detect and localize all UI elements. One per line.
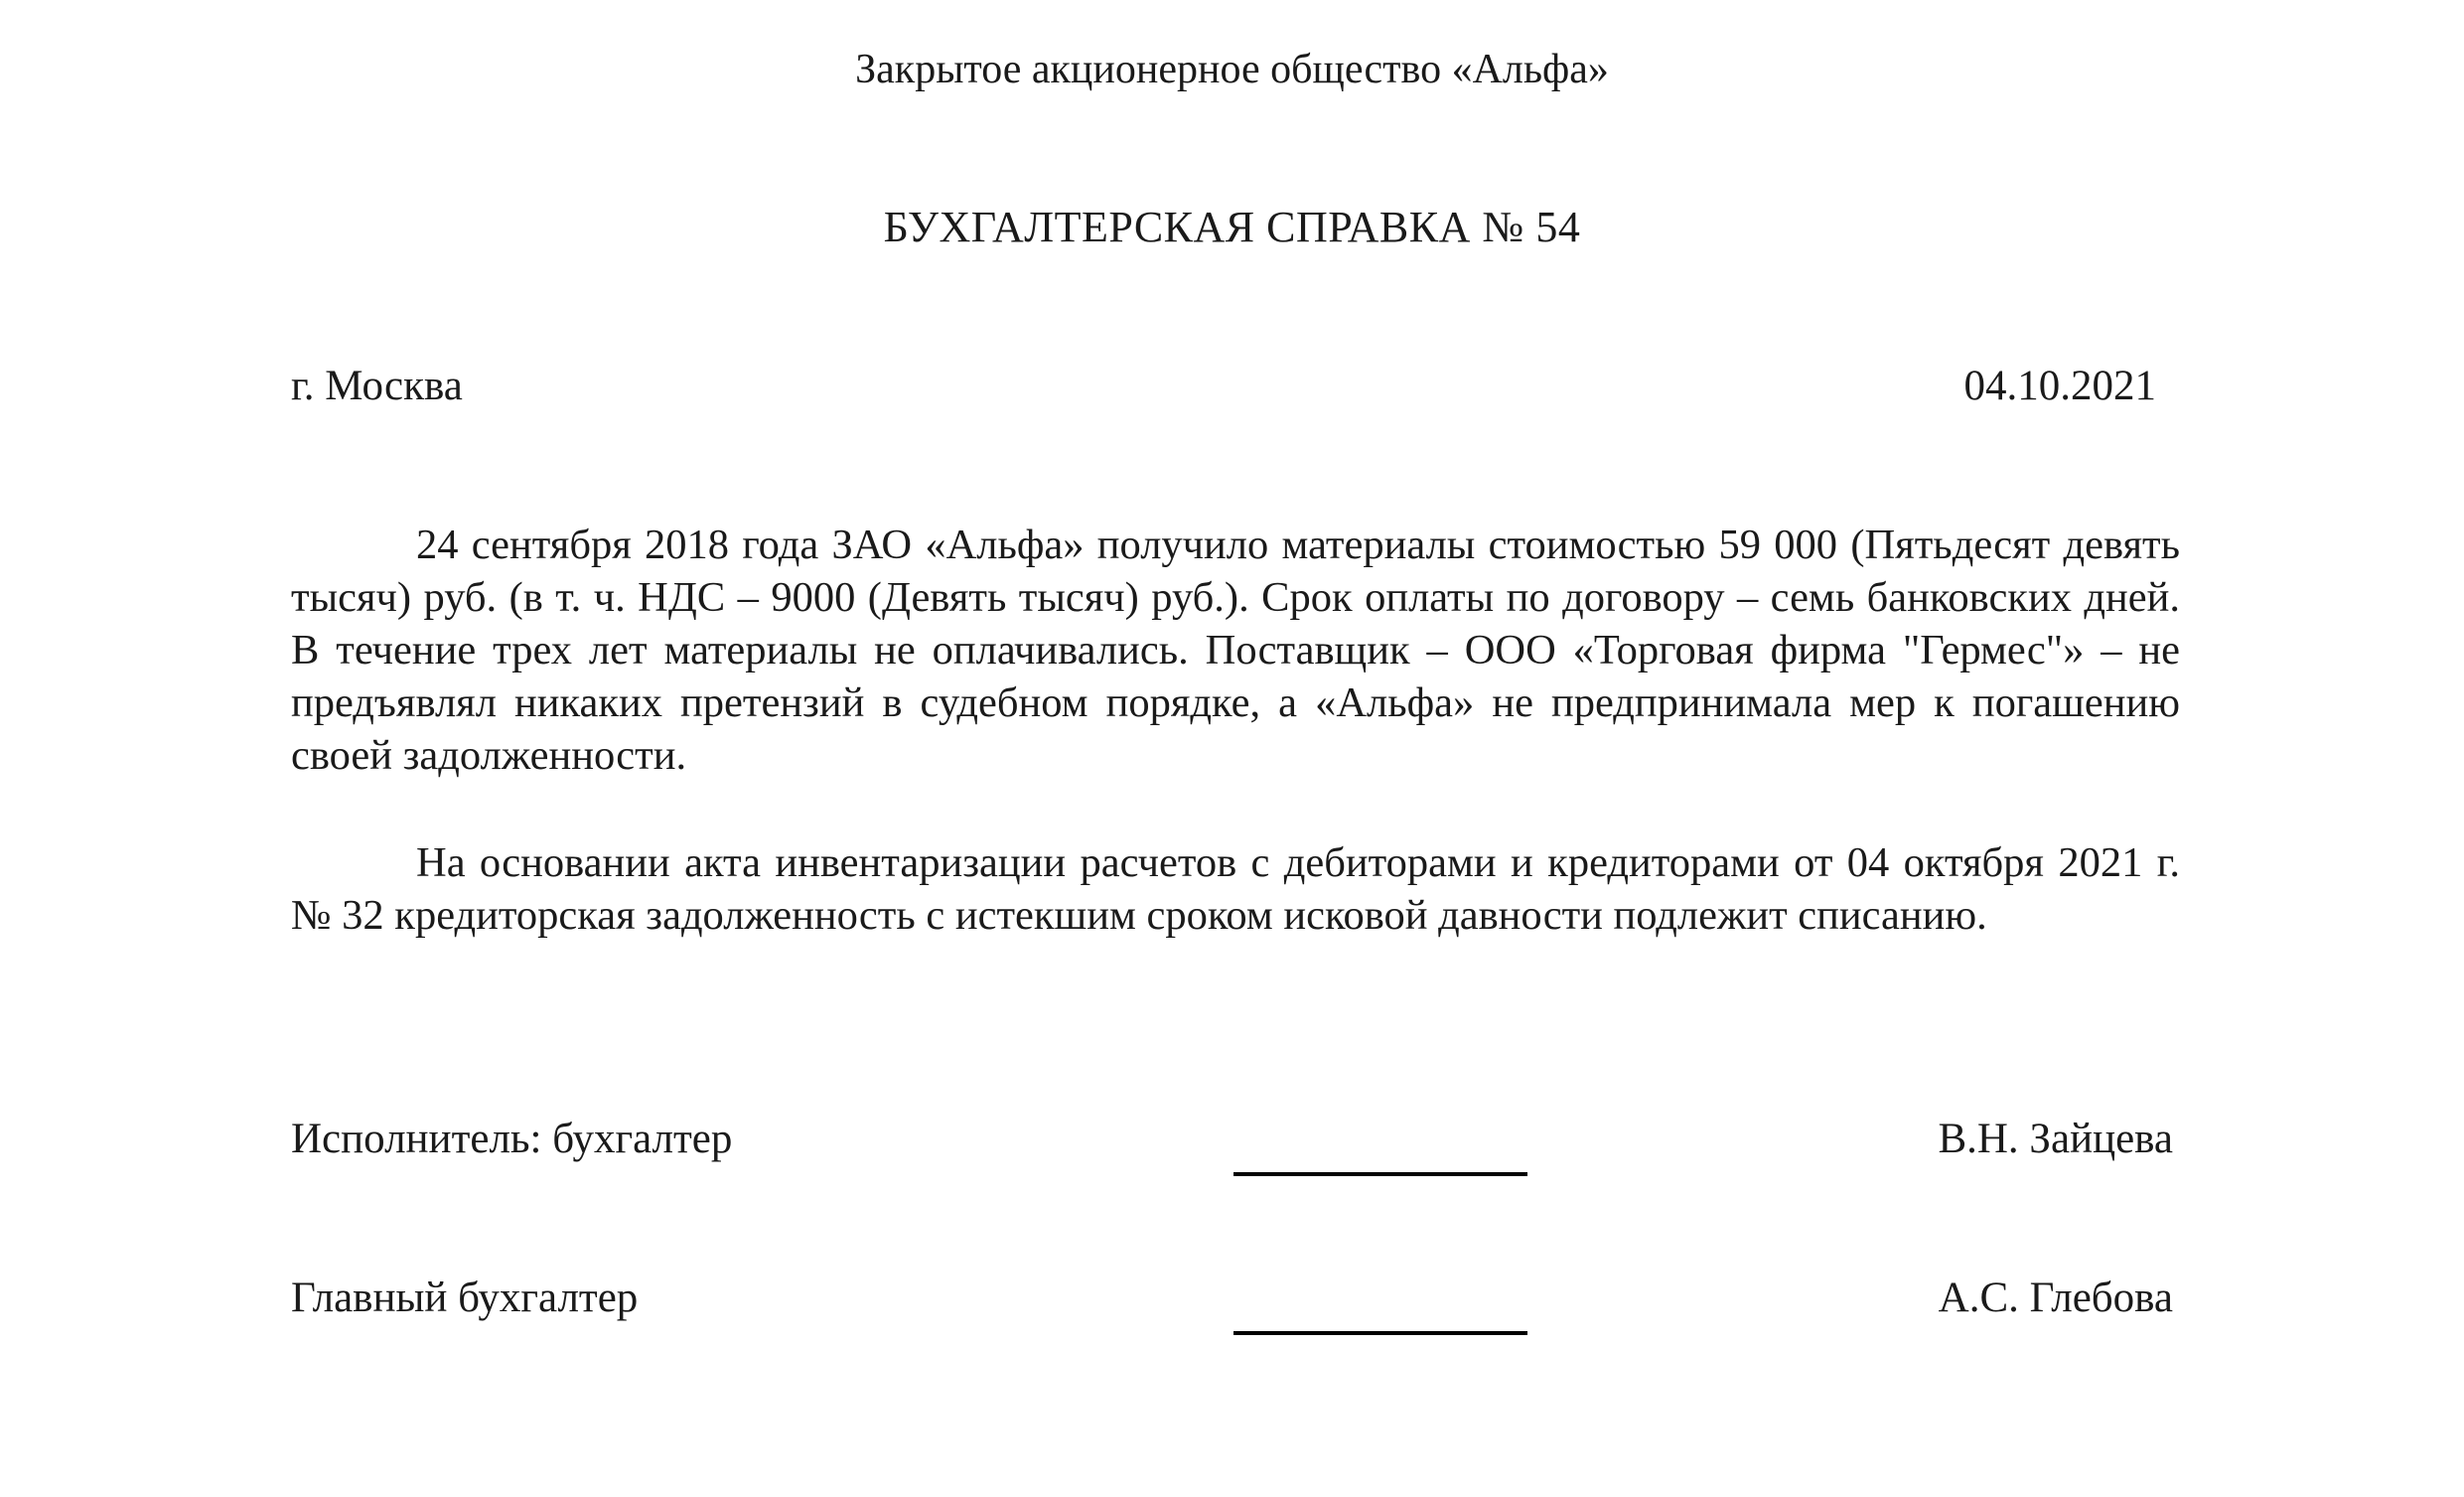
signature-role-chief-accountant: Главный бухгалтер xyxy=(291,1274,639,1321)
document-title: БУХГАЛТЕРСКАЯ СПРАВКА № 54 xyxy=(883,203,1581,251)
document-place: г. Москва xyxy=(291,363,463,409)
signature-line-chief-accountant xyxy=(1233,1331,1527,1335)
body-paragraph-2: На основании акта инвентаризации расчетов с дебиторами и кредиторами от 04 октября 2021 г. № 32 кредиторская задолженность с истекшим сроком исковой давности подлежит списанию. xyxy=(291,839,2180,939)
signature-line-executor xyxy=(1233,1172,1527,1176)
signature-name-executor: В.Н. Зайцева xyxy=(1938,1116,2173,1162)
signature-role-executor: Исполнитель: бухгалтер xyxy=(291,1116,733,1162)
organization-name: Закрытое акционерное общество «Альфа» xyxy=(855,47,1609,92)
body-paragraph-1: 24 сентября 2018 года ЗАО «Альфа» получило материалы стоимостью 59 000 (Пятьдесят девять тысяч) руб. (в т. ч. НДС – 9000 (Девять тысяч) руб.). Срок оплаты по договору – семь банковских дней. В течение трех лет материалы не оплачивались. Поставщик – ООО «Торговая фирма "Гермес"» – не предъявлял никаких претензий в судебном порядке, а «Альфа» не предпринимала мер к погашению своей задолженности. xyxy=(291,522,2180,779)
signature-name-chief-accountant: А.С. Глебова xyxy=(1938,1274,2173,1321)
document-date: 04.10.2021 xyxy=(1963,363,2156,409)
